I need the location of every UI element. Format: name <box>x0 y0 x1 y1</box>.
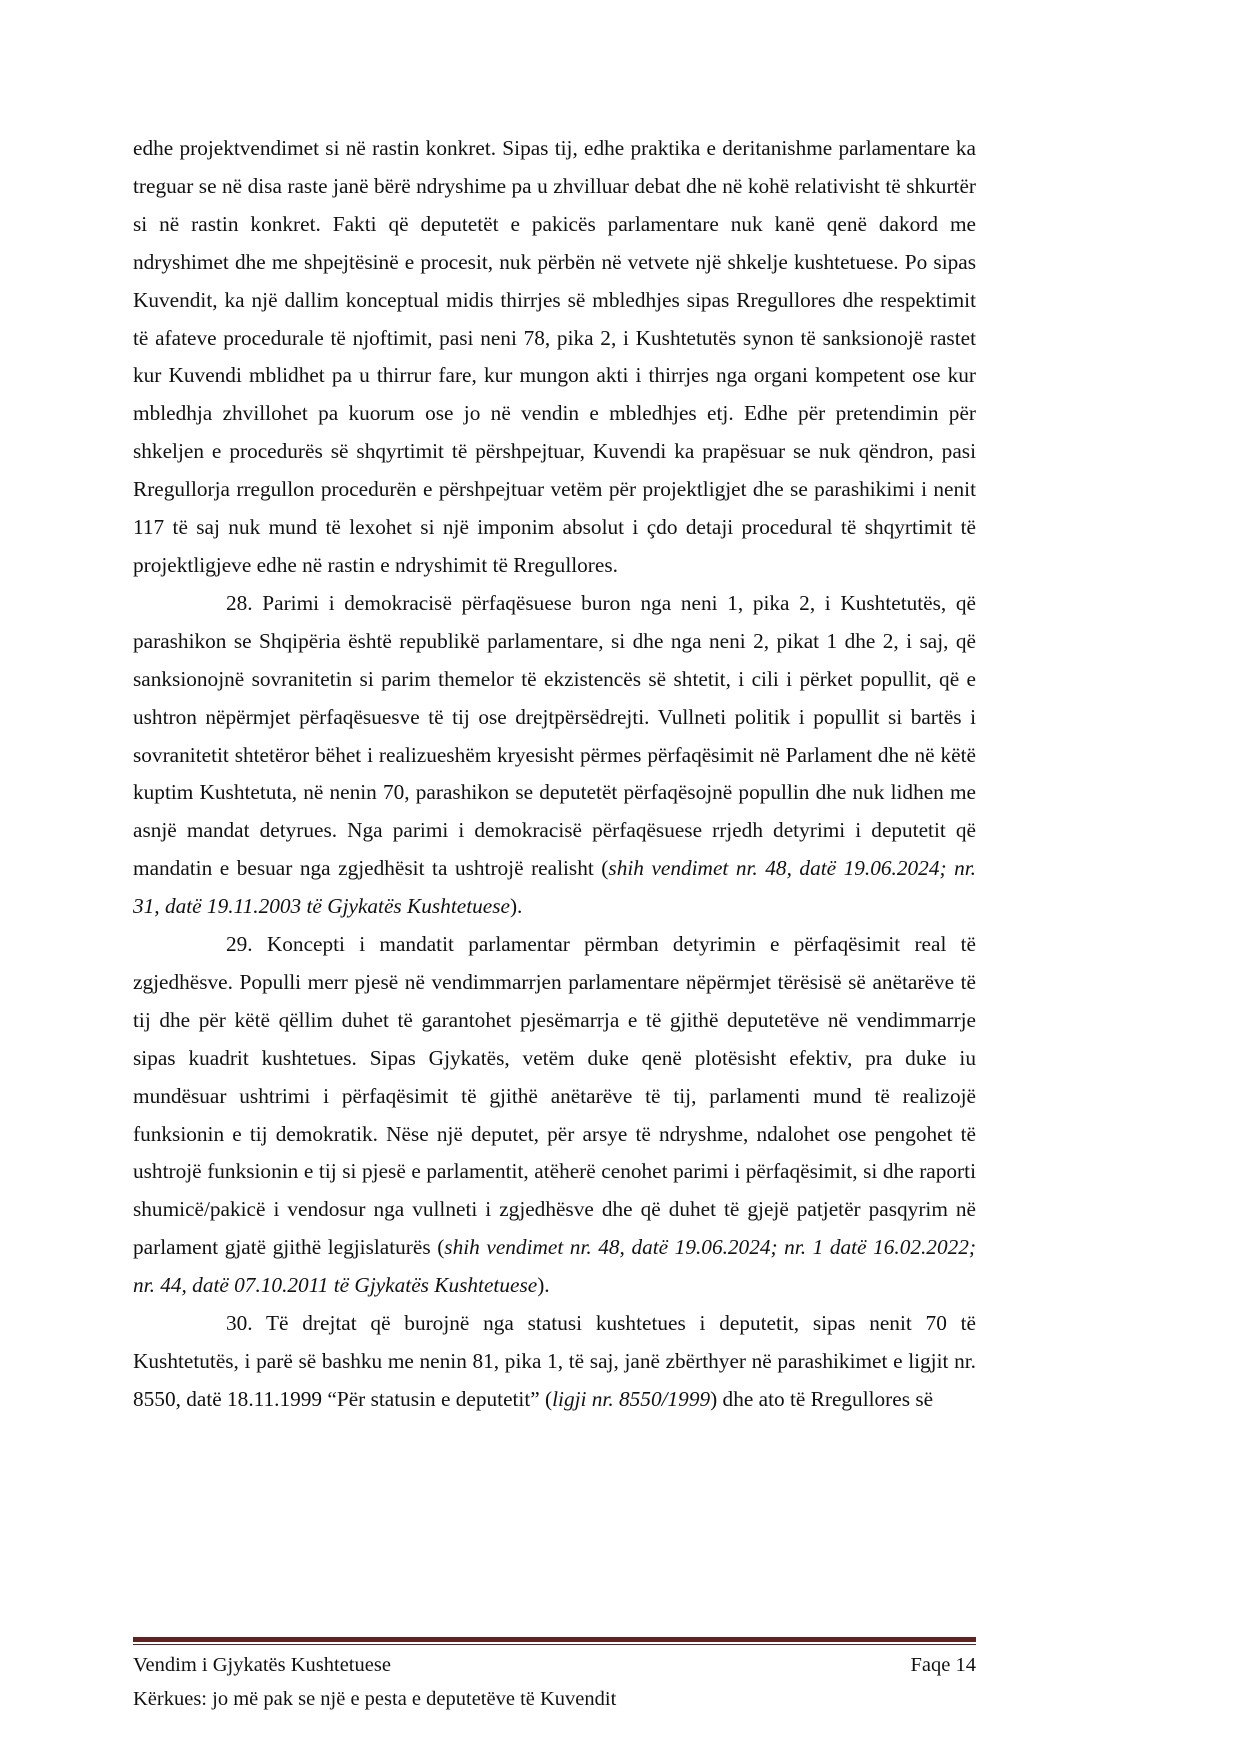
paragraph-text: 30. Të drejtat që burojnë nga statusi kushtetues i deputetit, sipas nenit 70 të Kushtetutës, i parë së bashku me nenin 81, pika 1, të saj, janë zbërthyer në parashikimet e ligjit nr. 8550, datë 18.11.1999 “Për statusin e deputetit” ( <box>133 1311 976 1411</box>
footer-requester: Kërkues: jo më pak se një e pesta e deputetëve të Kuvendit <box>133 1688 617 1710</box>
citation-text: shih vendimet nr. 48, datë 19.06.2024; nr. 31, datë 19.11.2003 të Gjykatës Kushtetuese <box>133 856 976 919</box>
paragraph-27-continuation <box>133 130 976 585</box>
citation-text: shih vendimet nr. 48, datë 19.06.2024; nr. 1 datë 16.02.2022; nr. 44, datë 07.10.2011 të Gjykatës Kushtetuese <box>133 1235 976 1298</box>
paragraph-text: ) dhe ato të Rregullores së <box>710 1386 934 1411</box>
citation-text: ligji nr. 8550/1999 <box>552 1386 711 1411</box>
footer-divider <box>133 1637 976 1646</box>
footer-title: Vendim i Gjykatës Kushtetuese <box>133 1654 391 1676</box>
paragraph-29 <box>133 926 976 1305</box>
paragraph-text: 29. Koncepti i mandatit parlamentar përmban detyrimin e përfaqësimit real të zgjedhësve. Populli merr pjesë në vendimmarrjen parlamentare nëpërmjet tërësisë së anëtarëve të tij dhe për këtë qëllim duhet të garantohet pjesëmarrja e të gjithë deputetëve në vendimmarrje sipas kuadrit kushtetues. Sipas Gjykatës, vetëm duke qenë plotësisht efektiv, pra duke iu mundësuar ushtrimi i përfaqësimit të gjithë anëtarëve të tij, parlamenti mund të realizojë funksionin e tij demokratik. Nëse një deputet, për arsye të ndryshme, ndalohet ose pengohet të ushtrojë funksionin e tij si pjesë e parlamentit, atëherë cenohet parimi i përfaqësimit, si dhe raporti shumicë/pakicë i vendosur nga vullneti i zgjedhësve dhe që duhet të gjejë patjetër pasqyrim në parlament gjatë gjithë legjislaturës ( <box>133 932 976 1260</box>
document-body <box>133 130 976 1419</box>
paragraph-text: edhe projektvendimet si në rastin konkret. Sipas tij, edhe praktika e deritanishme parlamentare ka treguar se në disa raste janë bërë ndryshime pa u zhvilluar debat dhe në kohë relativisht të shkurtër si në rastin konkret. Fakti që deputetët e pakicës parlamentare nuk kanë qenë dakord me ndryshimet dhe me shpejtësinë e procesit, nuk përbën në vetvete një shkelje kushtetuese. Po sipas Kuvendit, ka një dallim konceptual midis thirrjes së mbledhjes sipas Rregullores dhe respektimit të afateve procedurale të njoftimit, pasi neni 78, pika 2, i Kushtetutës synon të sanksionojë rastet kur Kuvendi mblidhet pa u thirrur fare, kur mungon akti i thirrjes nga organi kompetent ose kur mbledhja zhvillohet pa kuorum ose jo në vendin e mbledhjes etj. Edhe për pretendimin për shkeljen e procedurës së shqyrtimit të përshpejtuar, Kuvendi ka prapësuar se nuk qëndron, pasi Rregullorja rregullon procedurën e përshpejtuar vetëm për projektligjet dhe se parashikimi i nenit 117 të saj nuk mund të lexohet si një imponim absolut i çdo detaji procedural të shqyrtimit të projektligjeve edhe në rastin e ndryshimit të Rregullores. <box>133 136 976 577</box>
footer-row-bottom <box>133 1682 976 1716</box>
footer-row-top <box>133 1648 976 1682</box>
paragraph-28 <box>133 585 976 926</box>
paragraph-text: ). <box>537 1273 550 1298</box>
paragraph-text: ). <box>509 894 523 919</box>
page-number: Faqe 14 <box>910 1654 976 1676</box>
paragraph-30 <box>133 1305 976 1419</box>
page-footer <box>133 1648 976 1716</box>
paragraph-text: 28. Parimi i demokracisë përfaqësuese buron nga neni 1, pika 2, i Kushtetutës, që parashikon se Shqipëria është republikë parlamentare, si dhe nga neni 2, pikat 1 dhe 2, i saj, që sanksionojnë sovranitetin si parim themelor të ekzistencës së shtetit, i cili i përket popullit, që e ushtron nëpërmjet përfaqësuesve të tij ose drejtpërsëdrejti. Vullneti politik i popullit si bartës i sovranitetit shtetëror bëhet i realizueshëm kryesisht përmes përfaqësimit në Parlament dhe në këtë kuptim Kushtetuta, në nenin 70, parashikon se deputetët përfaqësojnë popullin dhe nuk lidhen me asnjë mandat detyrues. Nga parimi i demokracisë përfaqësuese rrjedh detyrimi i deputetit që mandatin e besuar nga zgjedhësit ta ushtrojë realisht ( <box>133 590 976 881</box>
footer-divider-thin <box>133 1644 976 1645</box>
